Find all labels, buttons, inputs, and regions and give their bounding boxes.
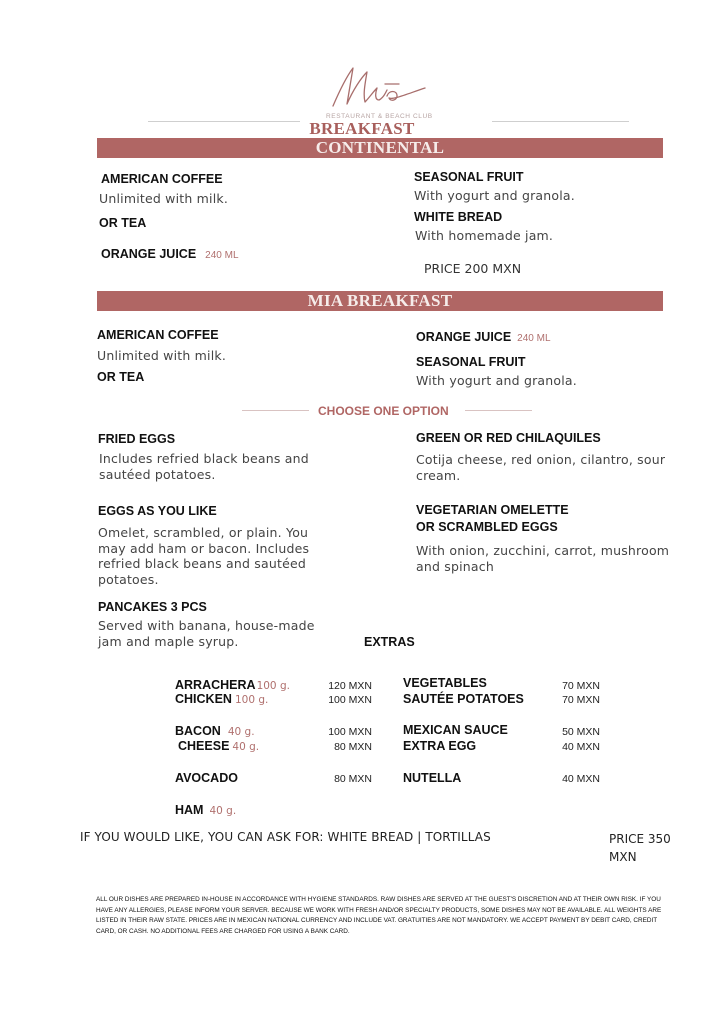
continental-coffee-name: AMERICAN COFFEE — [101, 172, 223, 186]
continental-price: PRICE 200 MXN — [424, 261, 522, 276]
option-vegetarian-omelette-name: VEGETARIAN OMELETTE — [416, 503, 569, 517]
mia-juice — [416, 330, 551, 344]
option-pancakes-desc: Served with banana, house-made jam and maple syrup. — [98, 618, 315, 649]
continental-fruit-desc: With yogurt and granola. — [414, 188, 575, 203]
extra-qty: 40 g. — [227, 726, 255, 738]
page-title: BREAKFAST — [309, 119, 415, 138]
mia-logo — [325, 62, 445, 112]
extra-cheese-price: 80 MXN — [334, 741, 372, 753]
option-eggs-as-you-like-name: EGGS AS YOU LIKE — [98, 504, 217, 518]
extra-avocado-price: 80 MXN — [334, 773, 372, 785]
extra-sautee-potatoes: SAUTÉE POTATOES — [403, 692, 524, 706]
extra-nutella-price: 40 MXN — [562, 773, 600, 785]
disclaimer-text: ALL OUR DISHES ARE PREPARED IN-HOUSE IN ACCORDANCE WITH HYGIENE STANDARDS. RAW DISHES ARE SERVED AT THE GUEST'S DISCRETION AND AT THEIR OWN RISK. IF YOU HAVE ANY ALLERGIES, PLEASE INFORM YOUR SERVER. BECAUSE WE WORK WITH FRESH AND/OR SPECIALTY PRODUCTS, SOME DISHES MAY NOT BE AVAILABLE. ALL WEIGHTS ARE LISTED IN THEIR RAW STATE. PRICES ARE IN MEXICAN NATIONAL CURRENCY AND INCLUDE VAT. GRATUITIES ARE NOT MANDATORY. WE ACCEPT PAYMENT BY DEBIT CARD, CREDIT CARD, OR CASH. NO ADDITIONAL FEES ARE CHARGED FOR USING A BANK CARD. — [96, 896, 662, 935]
option-vegetarian-omelette-desc: With onion, zucchini, carrot, mushroom and spinach — [416, 543, 670, 574]
continental-bread-name: WHITE BREAD — [414, 210, 503, 224]
choose-divider-left — [242, 410, 309, 411]
extra-bacon-price: 100 MXN — [328, 726, 372, 738]
extra-bacon — [175, 724, 255, 738]
option-chilaquiles-name: GREEN OR RED CHILAQUILES — [416, 431, 601, 445]
continental-juice — [101, 247, 239, 261]
extra-extra-egg: EXTRA EGG — [403, 739, 477, 753]
ask-for-note: IF YOU WOULD LIKE, YOU CAN ASK FOR: WHITE BREAD | TORTILLAS — [80, 830, 491, 844]
continental-coffee-desc: Unlimited with milk. — [99, 191, 228, 206]
extra-name: HAM — [175, 803, 204, 817]
extra-mexican-sauce: MEXICAN SAUCE — [403, 723, 508, 737]
mia-tea-name: OR TEA — [97, 370, 145, 384]
continental-banner: CONTINENTAL — [97, 138, 663, 158]
continental-juice-qty: 240 ML — [205, 250, 239, 261]
extra-sautee-potatoes-price: 70 MXN — [562, 694, 600, 706]
mia-juice-qty: 240 ML — [517, 333, 551, 344]
extra-name: ARRACHERA — [175, 678, 256, 692]
mia-signature-icon — [325, 62, 445, 112]
option-pancakes-name: PANCAKES 3 PCS — [98, 600, 207, 614]
extra-chicken-price: 100 MXN — [328, 694, 372, 706]
extra-mexican-sauce-price: 50 MXN — [562, 726, 600, 738]
option-fried-eggs-desc: Includes refried black beans and sautéed potatoes. — [99, 451, 309, 482]
extra-qty: 100 g. — [234, 694, 269, 706]
extra-ham — [175, 803, 236, 817]
continental-tea-name: OR TEA — [99, 216, 147, 230]
continental-bread-desc: With homemade jam. — [415, 228, 554, 243]
extras-title: EXTRAS — [364, 635, 415, 649]
extra-qty: 100 g. — [256, 680, 290, 692]
mia-fruit-name: SEASONAL FRUIT — [416, 355, 526, 369]
mia-breakfast-banner: MIA BREAKFAST — [97, 291, 663, 311]
mia-coffee-desc: Unlimited with milk. — [97, 348, 226, 363]
option-fried-eggs-name: FRIED EGGS — [98, 432, 176, 446]
mia-juice-name: ORANGE JUICE — [416, 330, 512, 344]
mia-coffee-name: AMERICAN COFFEE — [97, 328, 219, 342]
extra-qty: 40 g. — [209, 805, 237, 817]
option-eggs-as-you-like-desc: Omelet, scrambled, or plain. You may add ham or bacon. Includes refried black beans and sautéed potatoes. — [98, 525, 310, 587]
option-chilaquiles-desc: Cotija cheese, red onion, cilantro, sour cream. — [416, 452, 666, 483]
extra-name: CHEESE — [178, 739, 230, 753]
extra-arrachera-price: 120 MXN — [328, 680, 372, 692]
continental-fruit-name: SEASONAL FRUIT — [414, 170, 524, 184]
extra-name: CHICKEN — [175, 692, 232, 706]
extra-vegetables: VEGETABLES — [403, 676, 487, 690]
extra-qty: 40 g. — [232, 741, 260, 753]
extra-arrachera — [175, 678, 290, 692]
mia-breakfast-price: PRICE 350 MXN — [609, 832, 671, 864]
extra-name: AVOCADO — [175, 771, 238, 785]
extra-chicken — [175, 692, 268, 706]
extra-cheese — [178, 739, 259, 753]
mia-fruit-desc: With yogurt and granola. — [416, 373, 577, 388]
extra-nutella: NUTELLA — [403, 771, 462, 785]
option-vegetarian-omelette-name2: OR SCRAMBLED EGGS — [416, 520, 558, 534]
continental-juice-name: ORANGE JUICE — [101, 247, 197, 261]
choose-divider-right — [465, 410, 532, 411]
extra-avocado — [175, 771, 238, 785]
extra-extra-egg-price: 40 MXN — [562, 741, 600, 753]
choose-one-option-label: CHOOSE ONE OPTION — [318, 404, 449, 418]
logo-subtitle: RESTAURANT & BEACH CLUB — [326, 113, 433, 120]
extra-vegetables-price: 70 MXN — [562, 680, 600, 692]
extra-name: BACON — [175, 724, 221, 738]
